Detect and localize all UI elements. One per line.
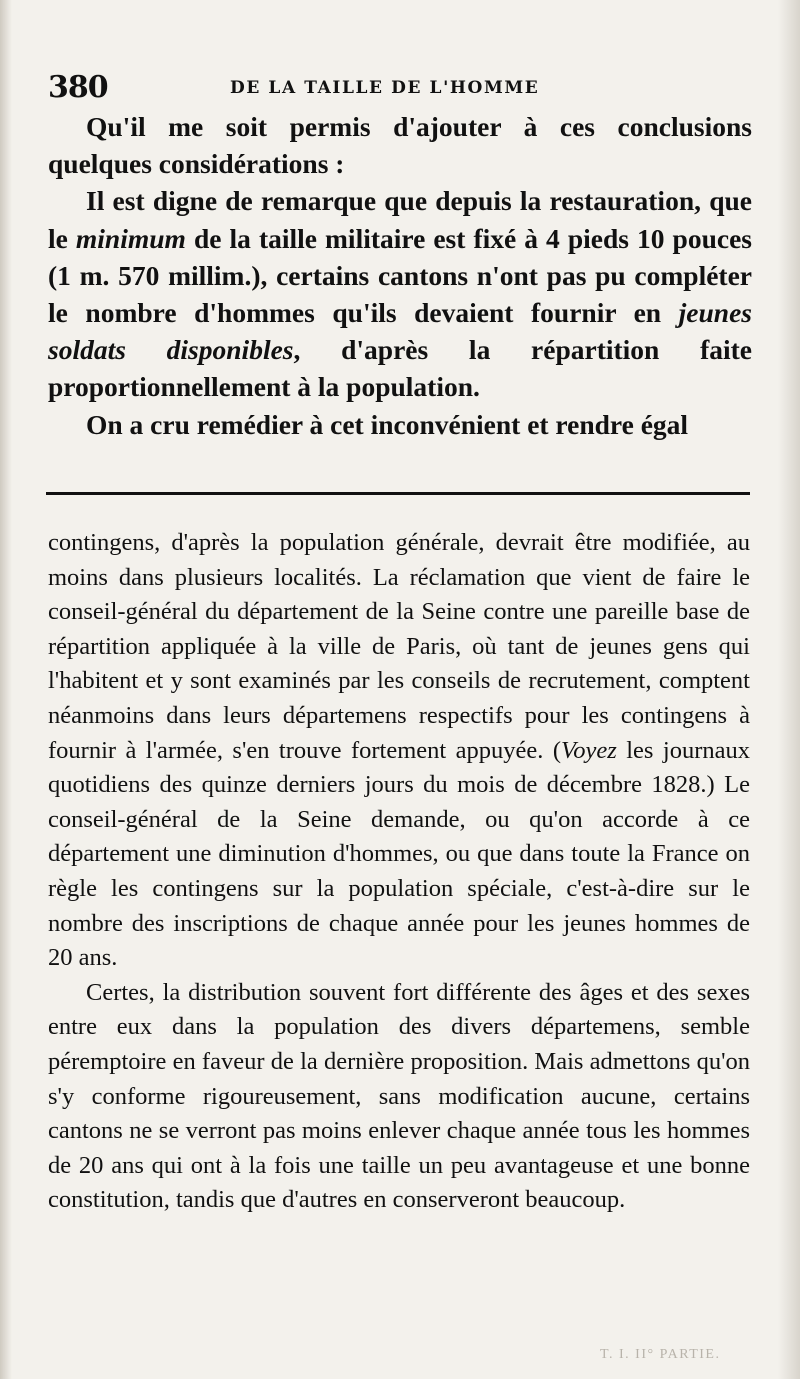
italic-jeunes-soldats: jeunes soldats disponibles xyxy=(48,297,752,366)
page-edge-shadow-right xyxy=(778,0,800,1379)
main-paragraph-1: Qu'il me soit permis d'ajouter à ces conclusions quelques considérations : xyxy=(48,111,752,180)
note-paragraph-1 xyxy=(48,526,750,976)
main-text-block xyxy=(48,108,752,443)
page-header xyxy=(48,70,748,104)
page-edge-shadow-left xyxy=(0,0,12,1379)
footnote-text-block xyxy=(48,526,750,1218)
italic-minimum: minimum xyxy=(75,222,186,254)
main-paragraph-2-part-b: de la taille militaire est fixé à 4 pieds 10 pouces (1 m. 570 millim.), certains cantons n'ont pas pu compléter le nombre d'hommes qu'ils devaient fournir en xyxy=(48,222,752,329)
note-paragraph-2: Certes, la distribution souvent fort différente des âges et des sexes entre eux dans la population des divers départemens, semble péremptoire en faveur de la dernière proposition. Mais admettons qu'on s'y conforme rigoureusement, sans modification aucune, certains cantons ne se verront pas moins enlever chaque année tous les hommes de 20 ans qui ont à la fois une taille un peu avantageuse et une bonne constitution, tandis que d'autres en conserveront beaucoup. xyxy=(48,978,750,1214)
footnote-separator-rule xyxy=(46,492,750,495)
main-paragraph-2-part-c: , d'après la répartition faite proportionnellement à la population. xyxy=(48,334,752,403)
main-paragraph-3: On a cru remédier à cet inconvénient et rendre égal xyxy=(86,408,689,440)
signature-mark: T. I. II° PARTIE. xyxy=(600,1347,721,1362)
note-paragraph-1-part-a: contingens, d'après la population générale, devrait être modifiée, au moins dans plusieurs localités. La réclamation que vient de faire le conseil-général du département de la Seine contre une pareille base de répartition appliquée à la ville de Paris, où tant de jeunes gens qui l'habitent et y sont examinés par les conseils de recrutement, comptent néanmoins dans leurs départemens respectifs pour les contingens à fournir à l'armée, s'en trouve fortement appuyée. ( xyxy=(48,529,750,764)
italic-voyez: Voyez xyxy=(561,736,617,764)
main-paragraph-2 xyxy=(48,182,752,405)
running-title: DE LA TAILLE DE L'HOMME xyxy=(230,78,540,98)
main-paragraph-2-part-a: Il est digne de remarque que depuis la restauration, que le xyxy=(48,185,752,254)
page-number: 380 xyxy=(48,70,108,105)
note-paragraph-1-part-b: les journaux quotidiens des quinze derniers jours du mois de décembre 1828.) Le conseil-général de la Seine demande, ou qu'on accorde à ce département une diminution d'hommes, ou que dans toute la France on règle les contingens sur la population spéciale, c'est-à-dire sur le nombre des inscriptions de chaque année pour les jeunes hommes de 20 ans. xyxy=(48,736,750,972)
